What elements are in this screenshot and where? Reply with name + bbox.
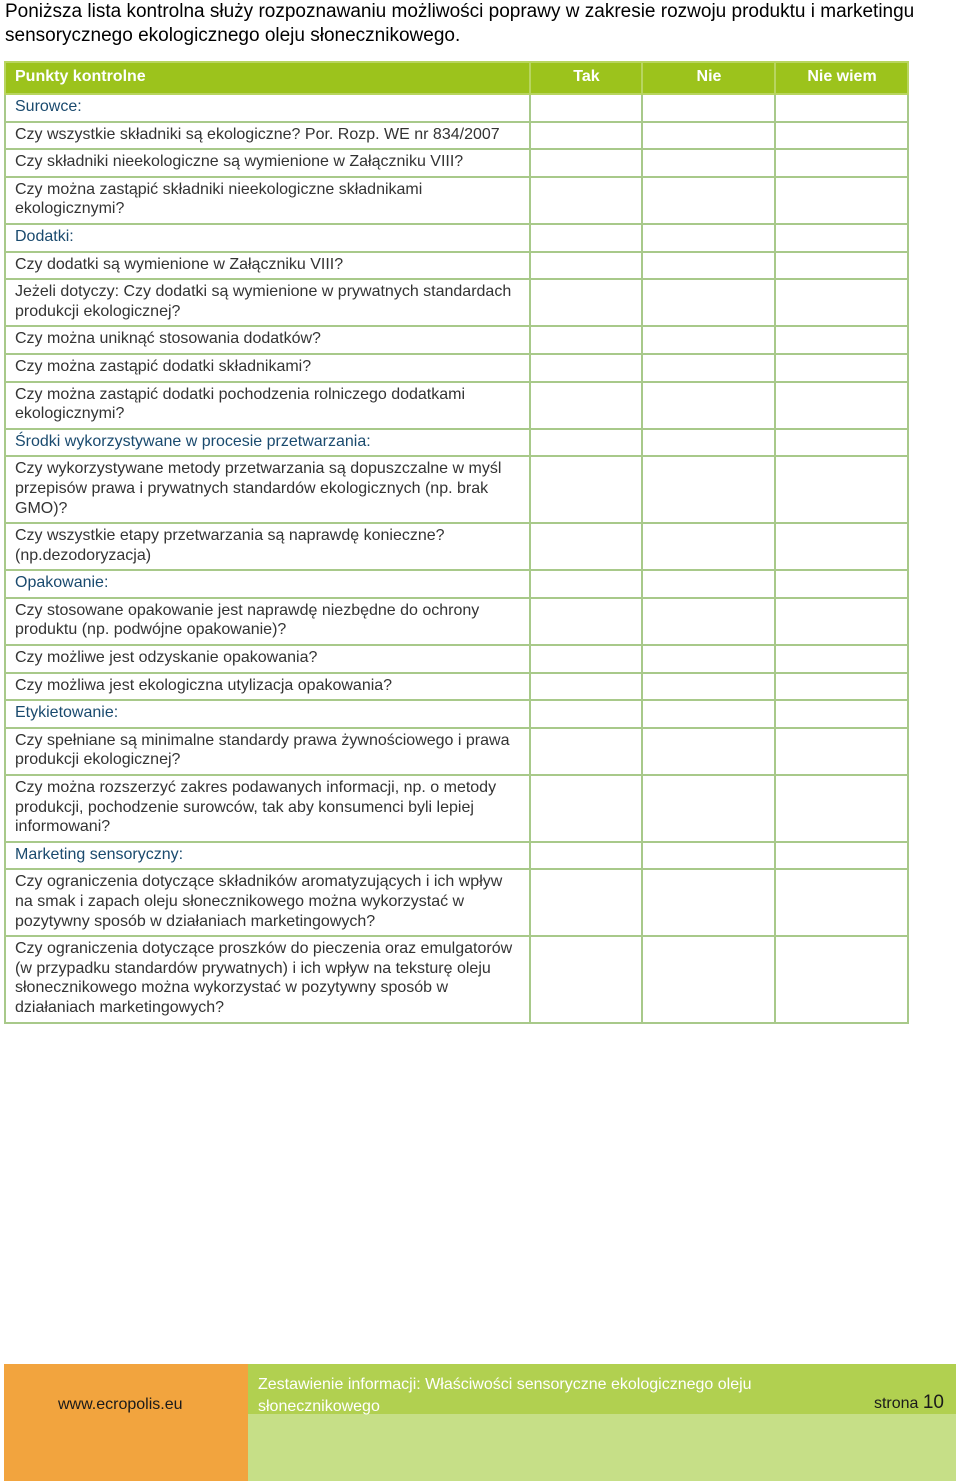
- answer-cell-dont-know[interactable]: [775, 700, 908, 728]
- answer-cell-dont-know[interactable]: [775, 598, 908, 645]
- table-row: [5, 673, 908, 701]
- table-row: [5, 252, 908, 280]
- answer-cell-dont-know[interactable]: [775, 869, 908, 936]
- answer-cell-yes[interactable]: [530, 224, 642, 252]
- header-no: Nie: [642, 62, 775, 94]
- answer-cell-dont-know[interactable]: [775, 149, 908, 177]
- answer-cell-dont-know[interactable]: [775, 775, 908, 842]
- section-heading: Opakowanie:: [5, 570, 530, 598]
- answer-cell-no[interactable]: [642, 429, 775, 457]
- table-row: [5, 869, 908, 936]
- answer-cell-no[interactable]: [642, 279, 775, 326]
- page-footer: [4, 1364, 956, 1481]
- question-text: Czy spełniane są minimalne standardy prawa żywnościowego i prawa produkcji ekologicznej?: [5, 728, 530, 775]
- answer-cell-dont-know[interactable]: [775, 279, 908, 326]
- table-row: [5, 354, 908, 382]
- answer-cell-dont-know[interactable]: [775, 456, 908, 523]
- question-text: Czy możliwa jest ekologiczna utylizacja opakowania?: [5, 673, 530, 701]
- answer-cell-no[interactable]: [642, 869, 775, 936]
- answer-cell-yes[interactable]: [530, 252, 642, 280]
- question-text: Czy wszystkie składniki są ekologiczne? Por. Rozp. WE nr 834/2007: [5, 122, 530, 150]
- footer-page-label: strona: [873, 1395, 919, 1412]
- answer-cell-yes[interactable]: [530, 94, 642, 122]
- answer-cell-yes[interactable]: [530, 122, 642, 150]
- answer-cell-no[interactable]: [642, 224, 775, 252]
- answer-cell-no[interactable]: [642, 354, 775, 382]
- table-row: [5, 645, 908, 673]
- answer-cell-no[interactable]: [642, 94, 775, 122]
- table-row: [5, 523, 908, 570]
- question-text: Czy można zastąpić składniki nieekologiczne składnikami ekologicznymi?: [5, 177, 530, 224]
- footer-website[interactable]: www.ecropolis.eu: [58, 1396, 183, 1413]
- answer-cell-no[interactable]: [642, 326, 775, 354]
- footer-title: Zestawienie informacji: Właściwości sensoryczne ekologicznego oleju słonecznikowego: [258, 1376, 752, 1415]
- answer-cell-dont-know[interactable]: [775, 728, 908, 775]
- answer-cell-dont-know[interactable]: [775, 94, 908, 122]
- answer-cell-dont-know[interactable]: [775, 673, 908, 701]
- intro-text: Poniższa lista kontrolna służy rozpoznawaniu możliwości poprawy w zakresie rozwoju produktu i marketingu sensorycznego ekologicznego oleju słonecznikowego.: [5, 1, 915, 46]
- answer-cell-dont-know[interactable]: [775, 326, 908, 354]
- answer-cell-dont-know[interactable]: [775, 645, 908, 673]
- answer-cell-no[interactable]: [642, 122, 775, 150]
- answer-cell-yes[interactable]: [530, 354, 642, 382]
- footer-website-block: [4, 1364, 248, 1481]
- answer-cell-yes[interactable]: [530, 429, 642, 457]
- table-row: [5, 775, 908, 842]
- section-row: [5, 842, 908, 870]
- answer-cell-no[interactable]: [642, 645, 775, 673]
- answer-cell-yes[interactable]: [530, 523, 642, 570]
- answer-cell-no[interactable]: [642, 177, 775, 224]
- answer-cell-yes[interactable]: [530, 869, 642, 936]
- table-row: [5, 936, 908, 1022]
- answer-cell-no[interactable]: [642, 523, 775, 570]
- answer-cell-yes[interactable]: [530, 598, 642, 645]
- table-row: [5, 456, 908, 523]
- answer-cell-no[interactable]: [642, 570, 775, 598]
- answer-cell-no[interactable]: [642, 252, 775, 280]
- header-question: Punkty kontrolne: [5, 62, 530, 94]
- answer-cell-no[interactable]: [642, 382, 775, 429]
- footer-info-block: [248, 1364, 956, 1481]
- answer-cell-yes[interactable]: [530, 728, 642, 775]
- answer-cell-dont-know[interactable]: [775, 177, 908, 224]
- question-text: Czy stosowane opakowanie jest naprawdę niezbędne do ochrony produktu (np. podwójne opakowanie)?: [5, 598, 530, 645]
- question-text: Czy ograniczenia dotyczące proszków do pieczenia oraz emulgatorów (w przypadku standardów prywatnych) i ich wpływ na teksturę oleju słonecznikowego można wykorzystać w pozytywny sposób w działaniach marketingowych?: [5, 936, 530, 1022]
- question-text: Jeżeli dotyczy: Czy dodatki są wymienione w prywatnych standardach produkcji ekologicznej?: [5, 279, 530, 326]
- answer-cell-yes[interactable]: [530, 149, 642, 177]
- answer-cell-yes[interactable]: [530, 382, 642, 429]
- answer-cell-dont-know[interactable]: [775, 224, 908, 252]
- answer-cell-yes[interactable]: [530, 456, 642, 523]
- question-text: Czy ograniczenia dotyczące składników aromatyzujących i ich wpływ na smak i zapach oleju słonecznikowego można wykorzystać w pozytywny sposób w działaniach marketingowych?: [5, 869, 530, 936]
- answer-cell-yes[interactable]: [530, 645, 642, 673]
- section-heading: Marketing sensoryczny:: [5, 842, 530, 870]
- answer-cell-yes[interactable]: [530, 570, 642, 598]
- question-text: Czy składniki nieekologiczne są wymienione w Załączniku VIII?: [5, 149, 530, 177]
- table-row: [5, 598, 908, 645]
- section-heading: Surowce:: [5, 94, 530, 122]
- section-row: [5, 700, 908, 728]
- table-row: [5, 728, 908, 775]
- footer-page: [874, 1392, 944, 1414]
- answer-cell-no[interactable]: [642, 775, 775, 842]
- answer-cell-yes[interactable]: [530, 700, 642, 728]
- question-text: Czy dodatki są wymienione w Załączniku VIII?: [5, 252, 530, 280]
- footer-page-number: 10: [922, 1392, 944, 1413]
- question-text: Czy można uniknąć stosowania dodatków?: [5, 326, 530, 354]
- section-heading: Dodatki:: [5, 224, 530, 252]
- section-heading: Środki wykorzystywane w procesie przetwarzania:: [5, 429, 530, 457]
- answer-cell-yes[interactable]: [530, 936, 642, 1022]
- answer-cell-dont-know[interactable]: [775, 936, 908, 1022]
- table-row: [5, 326, 908, 354]
- checklist-table: [4, 61, 909, 1024]
- table-row: [5, 122, 908, 150]
- answer-cell-dont-know[interactable]: [775, 523, 908, 570]
- table-header-row: [5, 62, 908, 94]
- checklist-body: [5, 94, 908, 1023]
- question-text: Czy wykorzystywane metody przetwarzania są dopuszczalne w myśl przepisów prawa i prywatnych standardów ekologicznych (np. brak GMO)?: [5, 456, 530, 523]
- table-row: [5, 149, 908, 177]
- question-text: Czy można zastąpić dodatki składnikami?: [5, 354, 530, 382]
- table-row: [5, 382, 908, 429]
- question-text: Czy możliwe jest odzyskanie opakowania?: [5, 645, 530, 673]
- answer-cell-yes[interactable]: [530, 775, 642, 842]
- answer-cell-yes[interactable]: [530, 326, 642, 354]
- answer-cell-dont-know[interactable]: [775, 842, 908, 870]
- answer-cell-yes[interactable]: [530, 279, 642, 326]
- answer-cell-no[interactable]: [642, 456, 775, 523]
- table-row: [5, 177, 908, 224]
- table-row: [5, 279, 908, 326]
- section-row: [5, 224, 908, 252]
- header-yes: Tak: [530, 62, 642, 94]
- answer-cell-dont-know[interactable]: [775, 382, 908, 429]
- answer-cell-no[interactable]: [642, 673, 775, 701]
- answer-cell-yes[interactable]: [530, 177, 642, 224]
- answer-cell-no[interactable]: [642, 936, 775, 1022]
- answer-cell-dont-know[interactable]: [775, 122, 908, 150]
- answer-cell-yes[interactable]: [530, 842, 642, 870]
- section-row: [5, 570, 908, 598]
- answer-cell-no[interactable]: [642, 842, 775, 870]
- answer-cell-no[interactable]: [642, 728, 775, 775]
- question-text: Czy można rozszerzyć zakres podawanych informacji, np. o metody produkcji, pochodzenie surowców, tak aby konsumenci byli lepiej informowani?: [5, 775, 530, 842]
- answer-cell-dont-know[interactable]: [775, 570, 908, 598]
- question-text: Czy wszystkie etapy przetwarzania są naprawdę konieczne? (np.dezodoryzacja): [5, 523, 530, 570]
- answer-cell-dont-know[interactable]: [775, 252, 908, 280]
- section-heading: Etykietowanie:: [5, 700, 530, 728]
- header-dont-know: Nie wiem: [775, 62, 908, 94]
- answer-cell-yes[interactable]: [530, 673, 642, 701]
- answer-cell-dont-know[interactable]: [775, 429, 908, 457]
- section-row: [5, 94, 908, 122]
- answer-cell-no[interactable]: [642, 149, 775, 177]
- section-row: [5, 429, 908, 457]
- answer-cell-no[interactable]: [642, 598, 775, 645]
- answer-cell-dont-know[interactable]: [775, 354, 908, 382]
- question-text: Czy można zastąpić dodatki pochodzenia rolniczego dodatkami ekologicznymi?: [5, 382, 530, 429]
- answer-cell-no[interactable]: [642, 700, 775, 728]
